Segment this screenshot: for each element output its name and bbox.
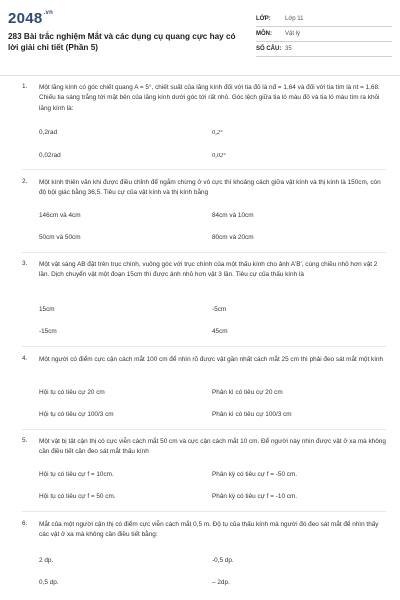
question-divider	[22, 252, 386, 253]
question-number: 4.	[22, 355, 28, 362]
answer-option-a[interactable]: 15cm	[39, 306, 55, 313]
answer-option-c[interactable]: 50cm và 50cm	[39, 234, 81, 241]
meta-value: Lớp 11	[285, 16, 304, 22]
question-divider	[22, 346, 386, 347]
meta-label: LỚP:	[256, 16, 271, 22]
answer-option-d[interactable]: – 2dp.	[212, 579, 230, 586]
header-divider	[0, 75, 400, 76]
logo-text: 2048	[8, 10, 43, 27]
meta-divider	[256, 26, 392, 27]
answer-option-b[interactable]: 0,2°	[212, 129, 223, 136]
answer-option-c[interactable]: 0,5 dp.	[39, 579, 59, 586]
answer-option-b[interactable]: Phân kì có tiêu cự 20 cm	[212, 389, 283, 396]
site-logo[interactable]	[8, 10, 53, 27]
answer-option-c[interactable]: Hội tụ có tiêu cự f = 50 cm.	[39, 493, 116, 500]
answer-option-a[interactable]: 2 dp.	[39, 557, 54, 564]
question-text: Một vật sáng AB đặt trên trục chính, vuông góc với trục chính của một thấu kính cho ảnh A'B', cùng chiều nhỏ hơn vật 2 lần. Dịch chuyển vật một đoạn 15cm thì được ảnh nhỏ hơn vật 3 lần. Tiêu cự của thấu kính là	[39, 261, 378, 279]
question-number: 2.	[22, 178, 28, 185]
answer-option-c[interactable]: Hội tụ có tiêu cự 100/3 cm	[39, 411, 114, 418]
answer-option-c[interactable]: 0,02rad	[39, 152, 61, 159]
question-number: 6.	[22, 520, 28, 527]
meta-divider	[256, 56, 392, 57]
answer-option-b[interactable]: -0,5 dp.	[212, 557, 234, 564]
answer-option-c[interactable]: -15cm	[39, 328, 57, 335]
question-text: Một người có điểm cực cận cách mắt 100 cm để nhìn rõ được vật gần nhất cách mắt 25 cm thì phải đeo sát mắt một kính	[39, 356, 384, 363]
answer-option-a[interactable]: 146cm và 4cm	[39, 212, 81, 219]
page-header	[0, 0, 400, 76]
meta-divider	[256, 41, 392, 42]
answer-option-a[interactable]: 0,2rad	[39, 129, 58, 136]
question-divider	[22, 429, 386, 430]
question-number: 1.	[22, 83, 28, 90]
question-text: Một vật bị tật cận thị có cực viễn cách mắt 50 cm và cực cận cách mắt 10 cm. Để người này nhìn được vật ở xa mà không cần điều tiết cần đeo sát mắt thấu kính	[39, 438, 386, 456]
answer-option-d[interactable]: 0,02°	[212, 152, 226, 159]
meta-label: SỐ CÂU:	[256, 46, 282, 52]
question-text: Mắt của một người cận thị có điểm cực viễn cách mắt 0,5 m. Độ tụ của thấu kính mà người đó đeo sát mắt để nhìn thấy các vật ở xa mà không cần điều tiết bằng:	[39, 521, 379, 539]
meta-label: MÔN:	[256, 31, 272, 37]
page-title: 283 Bài trắc nghiệm Mắt và các dụng cụ quang cực hay có lời giải chi tiết (Phần 5)	[8, 32, 236, 52]
answer-option-b[interactable]: Phân kỳ có tiêu cự f = -50 cm.	[212, 471, 298, 478]
question-divider	[22, 511, 386, 512]
question-text: Một kính thiên văn khi được điều chỉnh để ngắm chừng ở vô cực thì khoảng cách giữa vật kính và thị kính là 150cm, còn độ bội giác bằng 36,5. Tiêu cự của vật kính và thị kính bằng	[39, 179, 381, 197]
meta-value: Vật lý	[285, 31, 301, 37]
logo-suffix: .vn	[43, 10, 54, 16]
answer-option-d[interactable]: 45cm	[212, 328, 228, 335]
answer-option-d[interactable]: Phân kì có tiêu cự 100/3 cm	[212, 411, 292, 418]
question-number: 5.	[22, 437, 28, 444]
question-number: 3.	[22, 260, 28, 267]
question-divider	[22, 169, 386, 170]
answer-option-b[interactable]: 84cm và 10cm	[212, 212, 254, 219]
answer-option-a[interactable]: Hội tụ có tiêu cự f = 10cm.	[39, 471, 114, 478]
question-text: Một lăng kính có góc chiết quang A = 5°, chiết suất của lăng kính đối với tia đỏ là nđ = 1,64 và đối với tia tím là nt = 1,68. Chiếu tia sáng trắng tới mặt bên của lăng kính dưới góc tới rất nhỏ. Góc lệch giữa tia ló màu đỏ và tia ló màu tím ra khỏi lăng kính là:	[39, 84, 380, 112]
meta-value: 35	[285, 46, 292, 52]
answer-option-d[interactable]: 80cm và 20cm	[212, 234, 254, 241]
answer-option-a[interactable]: Hội tụ có tiêu cự 20 cm	[39, 389, 105, 396]
answer-option-d[interactable]: Phân kỳ có tiêu cự f = -10 cm.	[212, 493, 298, 500]
answer-option-b[interactable]: -5cm	[212, 306, 227, 313]
